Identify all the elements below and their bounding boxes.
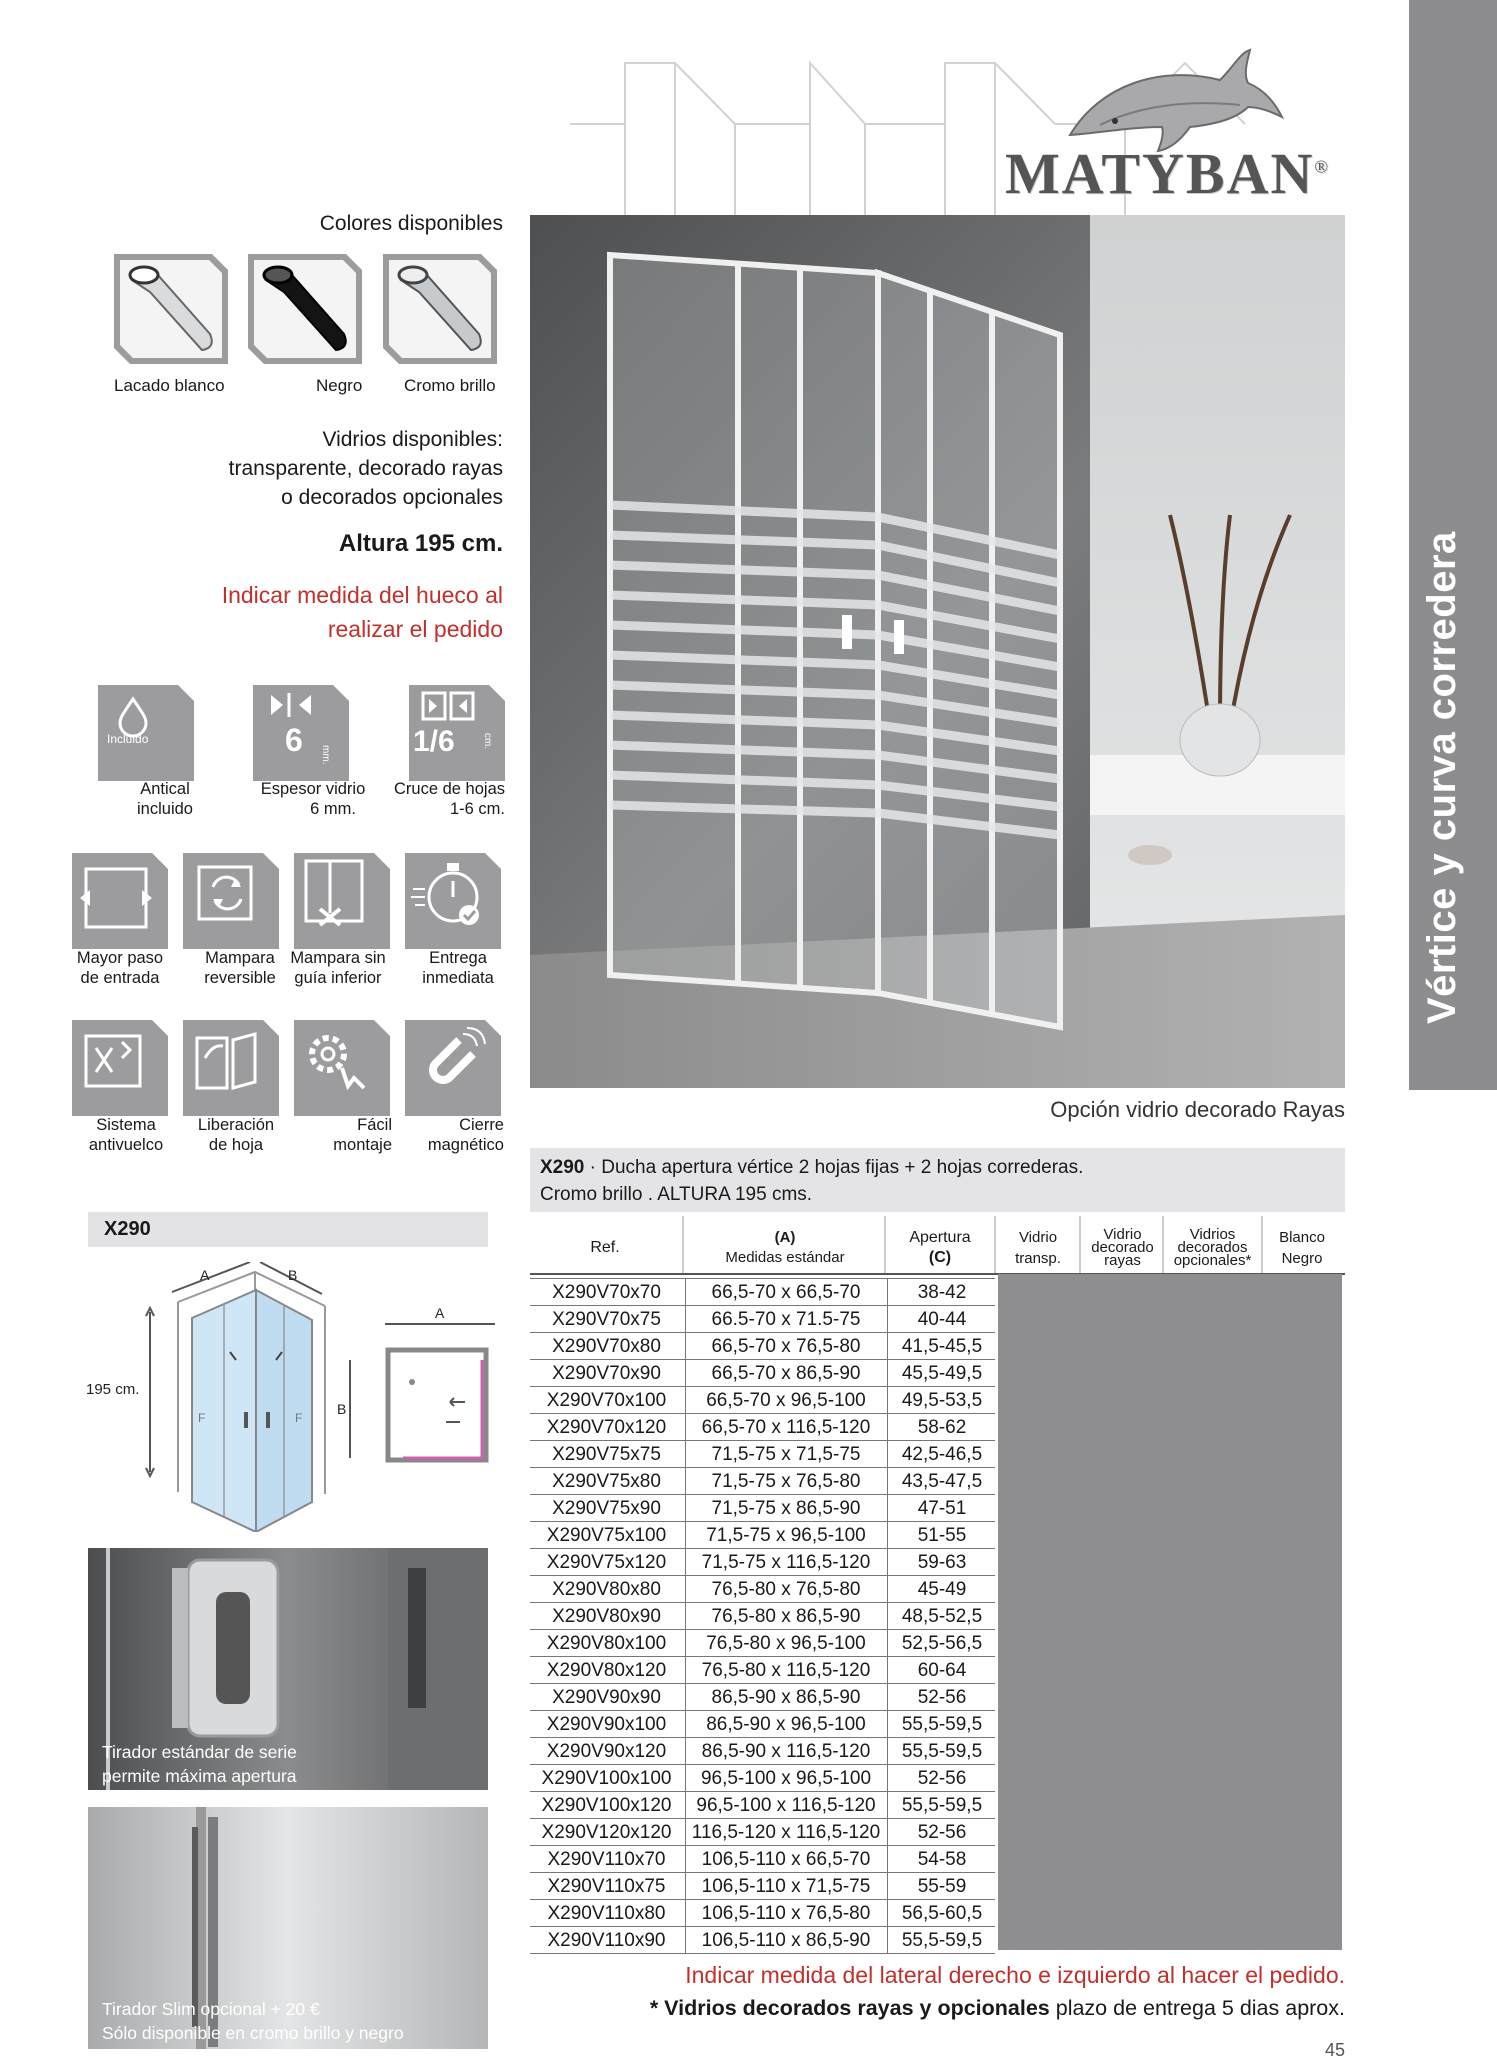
cell-ref: X290V70x90 <box>552 1363 661 1384</box>
glass-options <box>229 425 503 512</box>
glass-thickness-icon <box>253 685 349 781</box>
header-c: Apertura (C) <box>909 1229 971 1266</box>
table-row <box>530 1602 995 1630</box>
cell-opening: 55,5-59,5 <box>887 1711 996 1738</box>
order-note-line: Indicar medida del hueco al <box>221 582 503 608</box>
cell-opening: 43,5-47,5 <box>887 1468 996 1495</box>
door-overlap-icon <box>409 685 505 781</box>
diagram-f-left: F <box>198 1411 206 1425</box>
feature-label: Cruce de hojas 1-6 cm. <box>394 780 505 818</box>
cell-ref: X290V80x120 <box>546 1660 667 1681</box>
table-row <box>530 1332 995 1360</box>
cell-measures: 76,5-80 x 86,5-90 <box>685 1603 886 1630</box>
cell-measures: 76,5-80 x 96,5-100 <box>685 1630 886 1657</box>
cell-opening: 45,5-49,5 <box>887 1360 996 1387</box>
dimension-diagram <box>80 1262 510 1532</box>
cell-ref: X290V75x120 <box>546 1552 667 1573</box>
feature-label: Liberación de hoja <box>197 1116 275 1154</box>
cell-ref: X290V110x80 <box>547 1903 666 1924</box>
cell-measures: 66,5-70 x 96,5-100 <box>685 1387 886 1414</box>
cell-opening: 59-63 <box>887 1549 996 1576</box>
handle-slim-photo <box>88 1807 488 2049</box>
header-blanco-negro: Blanco Negro <box>1279 1229 1325 1267</box>
table-row <box>530 1413 995 1441</box>
cell-ref: X290V90x100 <box>546 1714 667 1735</box>
feature-label: Sistema antivuelco <box>88 1116 164 1154</box>
cell-opening: 52,5-56,5 <box>887 1630 996 1657</box>
cell-measures: 66,5-70 x 116,5-120 <box>685 1414 886 1441</box>
cell-ref: X290V75x100 <box>546 1525 667 1546</box>
cell-opening: 56,5-60,5 <box>887 1900 996 1927</box>
table-row <box>530 1548 995 1576</box>
table-header-lines <box>530 1212 1345 1276</box>
diagram-b-label: B <box>288 1267 298 1283</box>
cell-ref: X290V80x100 <box>546 1633 667 1654</box>
cell-measures: 76,5-80 x 116,5-120 <box>685 1657 886 1684</box>
header-ref: Ref. <box>590 1239 620 1256</box>
cell-measures: 66.5-70 x 71.5-75 <box>685 1306 886 1333</box>
cell-measures: 66,5-70 x 76,5-80 <box>685 1333 886 1360</box>
svg-text:cm.: cm. <box>482 733 493 750</box>
cell-measures: 71,5-75 x 116,5-120 <box>685 1549 886 1576</box>
feature-label: Mayor paso de entrada <box>76 949 164 987</box>
svg-text:6: 6 <box>285 722 303 758</box>
cell-ref: X290V110x70 <box>547 1849 666 1870</box>
cell-opening: 38-42 <box>887 1279 996 1306</box>
table-row <box>530 1872 995 1900</box>
cell-measures: 106,5-110 x 71,5-75 <box>685 1873 886 1900</box>
wide-entry-icon <box>72 853 168 949</box>
feature-label: Mampara sin guía inferior <box>290 949 386 987</box>
cell-measures: 71,5-75 x 96,5-100 <box>685 1522 886 1549</box>
cell-opening: 47-51 <box>887 1495 996 1522</box>
stopwatch-icon <box>405 853 501 949</box>
no-guide-icon <box>294 853 390 949</box>
options-block <box>998 1274 1342 1950</box>
cell-ref: X290V75x90 <box>552 1498 661 1519</box>
cell-opening: 58-62 <box>887 1414 996 1441</box>
cell-ref: X290V110x75 <box>547 1876 666 1897</box>
cell-ref: X290V100x100 <box>541 1768 672 1789</box>
magnet-icon <box>405 1020 501 1116</box>
cell-measures: 96,5-100 x 96,5-100 <box>685 1765 886 1792</box>
table-row <box>530 1575 995 1603</box>
order-note-line: realizar el pedido <box>327 616 503 642</box>
feature-label: Mampara reversible <box>204 949 276 987</box>
cell-opening: 60-64 <box>887 1657 996 1684</box>
cell-measures: 106,5-110 x 76,5-80 <box>685 1900 886 1927</box>
table-row <box>530 1467 995 1495</box>
table-row <box>530 1845 995 1873</box>
water-drop-icon <box>98 685 194 781</box>
order-note <box>222 578 503 646</box>
diagram-height-label: 195 cm. <box>86 1381 140 1398</box>
table-title <box>540 1157 1083 1179</box>
colors-title: Colores disponibles <box>319 212 503 235</box>
cell-opening: 41,5-45,5 <box>887 1333 996 1360</box>
brand-registered-mark: ® <box>1314 156 1331 177</box>
swatch-negro <box>246 252 364 366</box>
table-row <box>530 1521 995 1549</box>
cell-ref: X290V100x120 <box>541 1795 672 1816</box>
svg-text:1/6: 1/6 <box>413 725 455 758</box>
table-row <box>530 1359 995 1387</box>
table-row <box>530 1386 995 1414</box>
brand-text: MATYBAN <box>1005 141 1315 206</box>
swatch-label: Lacado blanco <box>114 376 225 395</box>
cell-opening: 55-59 <box>887 1873 996 1900</box>
note-delivery-bold: * Vidrios decorados rayas y opcionales <box>649 1996 1050 2020</box>
header-a: (A) Medidas estándar <box>725 1229 845 1266</box>
brand-name <box>1005 140 1330 207</box>
swatch-label: Negro <box>316 376 363 395</box>
cell-ref: X290V80x80 <box>552 1579 661 1600</box>
cell-ref: X290V70x120 <box>546 1417 667 1438</box>
header-vidrio-transp: Vidrio transp. <box>1015 1229 1061 1267</box>
cell-ref: X290V75x80 <box>552 1471 661 1492</box>
shower-photo <box>530 215 1345 1088</box>
swatch-cromo-brillo <box>381 252 499 366</box>
glass-line: transparente, decorado rayas <box>228 457 503 480</box>
cell-measures: 66,5-70 x 66,5-70 <box>685 1279 886 1306</box>
cell-measures: 96,5-100 x 116,5-120 <box>685 1792 886 1819</box>
model-code: X290 <box>104 1218 151 1240</box>
cell-ref: X290V80x90 <box>552 1606 661 1627</box>
cell-measures: 86,5-90 x 116,5-120 <box>685 1738 886 1765</box>
table-row <box>530 1791 995 1819</box>
cell-opening: 52-56 <box>887 1765 996 1792</box>
handle-slim-caption: Tirador Slim opcional + 20 € Sólo disponible en cromo brillo y negro <box>102 1999 404 2043</box>
cell-measures: 116,5-120 x 116,5-120 <box>685 1819 886 1846</box>
shower-image <box>530 215 1345 1088</box>
badge-included: Incluido <box>107 732 149 746</box>
cell-opening: 55,5-59,5 <box>887 1927 996 1954</box>
table-row <box>530 1494 995 1522</box>
table-row <box>530 1737 995 1765</box>
cell-measures: 71,5-75 x 71,5-75 <box>685 1441 886 1468</box>
page-number: 45 <box>1324 2040 1345 2060</box>
cell-opening: 52-56 <box>887 1684 996 1711</box>
cell-opening: 55,5-59,5 <box>887 1738 996 1765</box>
table-row <box>530 1710 995 1738</box>
cell-opening: 48,5-52,5 <box>887 1603 996 1630</box>
cell-opening: 54-58 <box>887 1846 996 1873</box>
cell-opening: 40-44 <box>887 1306 996 1333</box>
note-delivery-rest: plazo de entrega 5 dias aprox. <box>1049 1996 1345 2020</box>
cell-measures: 106,5-110 x 66,5-70 <box>685 1846 886 1873</box>
plan-a-label: A <box>435 1305 445 1321</box>
table-row <box>530 1305 995 1333</box>
cell-ref: X290V90x120 <box>546 1741 667 1762</box>
table-bottom-rule <box>530 1953 995 1954</box>
glass-line: o decorados opcionales <box>281 486 503 509</box>
cell-opening: 55,5-59,5 <box>887 1792 996 1819</box>
table-note-order: Indicar medida del lateral derecho e izquierdo al hacer el pedido. <box>685 1962 1345 1988</box>
cell-ref: X290V70x80 <box>552 1336 661 1357</box>
cell-ref: X290V70x100 <box>546 1390 667 1411</box>
handle-standard-caption: Tirador estándar de serie permite máxima apertura <box>102 1742 297 1786</box>
cell-measures: 71,5-75 x 86,5-90 <box>685 1495 886 1522</box>
table-row <box>530 1629 995 1657</box>
table-row <box>530 1656 995 1684</box>
feature-label: Fácil montaje <box>333 1116 392 1154</box>
cell-opening: 49,5-53,5 <box>887 1387 996 1414</box>
cell-measures: 71,5-75 x 76,5-80 <box>685 1468 886 1495</box>
cell-measures: 86,5-90 x 96,5-100 <box>685 1711 886 1738</box>
dolphin-logo-icon <box>1060 45 1290 155</box>
diagram-a-label: A <box>200 1267 210 1283</box>
table-row <box>530 1764 995 1792</box>
swatch-label: Cromo brillo <box>404 376 496 395</box>
cell-opening: 45-49 <box>887 1576 996 1603</box>
table-title-rest: · Ducha apertura vértice 2 hojas fijas + 2 hojas correderas. <box>584 1157 1084 1178</box>
feature-label: Cierre magnético <box>427 1116 504 1154</box>
cell-ref: X290V70x70 <box>552 1282 661 1303</box>
cell-opening: 52-56 <box>887 1819 996 1846</box>
feature-label: Entrega inmediata <box>422 949 494 987</box>
cell-opening: 51-55 <box>887 1522 996 1549</box>
side-tab-title: Vértice y curva corredera <box>1420 531 1464 1024</box>
handle-standard-photo <box>88 1548 488 1790</box>
cell-ref: X290V90x90 <box>552 1687 661 1708</box>
cell-opening: 42,5-46,5 <box>887 1441 996 1468</box>
cell-ref: X290V110x90 <box>547 1930 666 1951</box>
glass-line: Vidrios disponibles: <box>322 428 503 451</box>
cell-measures: 86,5-90 x 86,5-90 <box>685 1684 886 1711</box>
photo-caption: Opción vidrio decorado Rayas <box>1050 1097 1345 1122</box>
swatch-lacado-blanco <box>112 252 230 366</box>
table-row <box>530 1278 995 1306</box>
reversible-icon <box>183 853 279 949</box>
table-row <box>530 1926 995 1954</box>
cell-ref: X290V75x75 <box>552 1444 661 1465</box>
release-door-icon <box>183 1020 279 1116</box>
table-subtitle: Cromo brillo . ALTURA 195 cms. <box>540 1184 813 1205</box>
feature-label: Espesor vidrio 6 mm. <box>260 780 366 818</box>
height-text: Altura 195 cm. <box>338 530 503 557</box>
diagram-f-right: F <box>295 1411 303 1425</box>
table-row <box>530 1899 995 1927</box>
table-row <box>530 1683 995 1711</box>
plan-b-label: B <box>337 1401 347 1417</box>
cell-measures: 66,5-70 x 86,5-90 <box>685 1360 886 1387</box>
cell-measures: 106,5-110 x 86,5-90 <box>685 1927 886 1954</box>
feature-label: Antical incluido <box>137 780 193 818</box>
table-title-block <box>530 1148 1345 1212</box>
table-note-delivery <box>650 1996 1345 2021</box>
table-row <box>530 1440 995 1468</box>
header-vidrios-opcionales: Vidrios decorados opcionales* <box>1173 1226 1252 1269</box>
table-row <box>530 1818 995 1846</box>
cell-measures: 76,5-80 x 76,5-80 <box>685 1576 886 1603</box>
svg-text:mm.: mm. <box>320 745 331 765</box>
model-bar <box>88 1212 488 1247</box>
easy-install-icon <box>294 1020 390 1116</box>
cell-ref: X290V70x75 <box>552 1309 661 1330</box>
cell-ref: X290V120x120 <box>541 1822 672 1843</box>
header-vidrio-rayas: Vidrio decorado rayas <box>1091 1226 1154 1269</box>
anti-tip-icon <box>72 1020 168 1116</box>
table-title-ref: X290 <box>540 1157 585 1178</box>
